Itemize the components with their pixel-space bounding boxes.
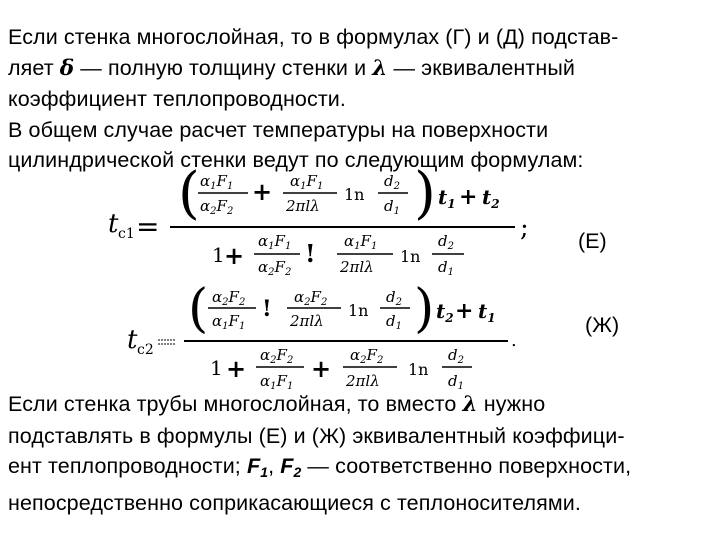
formula-e-semicolon: ; — [520, 213, 529, 243]
f2-letter: F — [280, 454, 294, 478]
e-d-ln: 1n — [400, 247, 421, 266]
formula-z-lparen: ( — [188, 279, 209, 339]
formula-z-rparen: ) — [414, 279, 435, 339]
e-d-plus1: + — [224, 241, 245, 270]
outro-line-3-start: ент теплопроводности; — [8, 454, 247, 478]
z-d-one: 1 — [210, 356, 223, 380]
e-n-t2: $t_2$ — [482, 185, 500, 211]
e-n-plus: + — [252, 177, 273, 206]
z-d-a2F2b: $\alpha_2F_2$ — [350, 346, 384, 366]
z-n-2pilambda: 2πlλ — [290, 312, 324, 330]
intro-line-3: коэффициент теплопроводности. — [8, 87, 346, 111]
outro-line-1 — [8, 389, 712, 421]
e-n-a2F2: $\alpha_2F_2$ — [200, 197, 234, 217]
z-n-plus: ! — [262, 296, 272, 322]
formula-e-lhs: t — [108, 209, 119, 239]
z-n-d2: $d_2$ — [386, 288, 402, 308]
f1-symbol — [247, 454, 268, 478]
z-d-d1: $d_1$ — [448, 372, 464, 392]
f2-sub: 2 — [293, 464, 302, 480]
e-n-t1: $t_1$ — [438, 185, 456, 211]
outro-comma: , — [268, 454, 281, 478]
z-n-t2: $t_2$ — [436, 299, 454, 325]
formula-z-tag: (Ж) — [585, 313, 620, 337]
formula-z-lhs: t — [127, 325, 138, 355]
formula-e — [108, 161, 529, 278]
outro-line-3 — [8, 451, 712, 488]
e-d-d1: $d_1$ — [438, 258, 454, 278]
outro-line-3-end: — соответственно поверхности, — [301, 454, 632, 478]
e-d-d2: $d_2$ — [438, 232, 454, 252]
e-d-a1F1b: $\alpha_1F_1$ — [344, 232, 378, 252]
outro-paragraph — [8, 389, 712, 518]
z-d-2pilambda: 2πlλ — [346, 372, 380, 390]
f1-sub: 1 — [260, 464, 269, 480]
intro-line-1: Если стенка многослойная, то в формулах (Г) и (Д) подстав- — [8, 25, 619, 49]
outro-line-1-end: нужно — [477, 392, 546, 416]
z-n-t1: $t_1$ — [478, 299, 496, 325]
f1-letter: F — [246, 454, 261, 478]
intro-line-2-middle: — полную толщину стенки и — [74, 55, 373, 80]
e-n-d1: $d_1$ — [384, 197, 400, 217]
z-d-plus2: + — [311, 354, 332, 383]
z-d-plus1: + — [226, 354, 247, 383]
e-d-one: 1 — [212, 243, 225, 267]
e-n-a1F1b: $\alpha_1F_1$ — [290, 172, 324, 192]
formula-z-lhs-sub: c2 — [137, 342, 154, 358]
z-d-a2F2: $\alpha_2F_2$ — [260, 346, 294, 366]
e-d-2pilambda: 2πlλ — [340, 258, 374, 276]
formula-e-equals: = — [136, 210, 160, 243]
e-n-d2: $d_2$ — [384, 172, 400, 192]
outro-line-2: подставлять в формулы (Е) и (Ж) эквивалентный коэффици- — [8, 423, 625, 448]
e-n-ln: 1n — [344, 185, 365, 204]
z-d-a1F1: $\alpha_1F_1$ — [260, 372, 294, 392]
intro-line-4: В общем случае расчет температуры на поверхности — [8, 117, 549, 142]
formula-e-tag: (Е) — [578, 229, 607, 253]
intro-line-5: цилиндрической стенки ведут по следующим формулам: — [8, 148, 584, 172]
e-d-a2F2: $\alpha_2F_2$ — [258, 258, 292, 278]
e-n-plus2: + — [459, 184, 478, 210]
formula-z-dot: . — [511, 330, 517, 351]
outro-line-4: непосредственно соприкасающиеся с теплоносителями. — [8, 490, 581, 515]
e-d-plus2: ! — [305, 239, 316, 268]
e-d-a1F1: $\alpha_1F_1$ — [258, 232, 292, 252]
z-n-ln: 1n — [348, 301, 369, 320]
lambda-symbol: λ — [372, 55, 388, 81]
e-n-a1F1: $\alpha_1F_1$ — [200, 172, 234, 192]
formula-e-lparen: ( — [178, 161, 200, 226]
formula-e-rparen: ) — [414, 161, 436, 226]
formula-z — [127, 279, 517, 392]
e-n-2pilambda: 2πlλ — [286, 197, 320, 215]
z-n-a1F1: $\alpha_1F_1$ — [212, 312, 246, 332]
z-n-plus2: + — [455, 298, 474, 324]
z-n-a2F2b: $\alpha_2F_2$ — [294, 288, 328, 308]
z-n-a2F2: $\alpha_2F_2$ — [212, 288, 246, 308]
delta-symbol: δ — [59, 55, 75, 81]
lambda-symbol-outro: λ — [462, 392, 478, 417]
z-d-d2: $d_2$ — [448, 346, 464, 366]
z-n-d1: $d_1$ — [386, 312, 402, 332]
intro-line-2-end: — эквивалентный — [387, 55, 575, 80]
outro-line-1-start: Если стенка трубы многослойная, то вместо — [8, 392, 463, 416]
f2-symbol — [280, 454, 301, 478]
formula-e-lhs-sub: c1 — [118, 226, 135, 242]
intro-line-2-start: ляет — [8, 55, 60, 80]
z-d-ln: 1n — [408, 360, 429, 379]
